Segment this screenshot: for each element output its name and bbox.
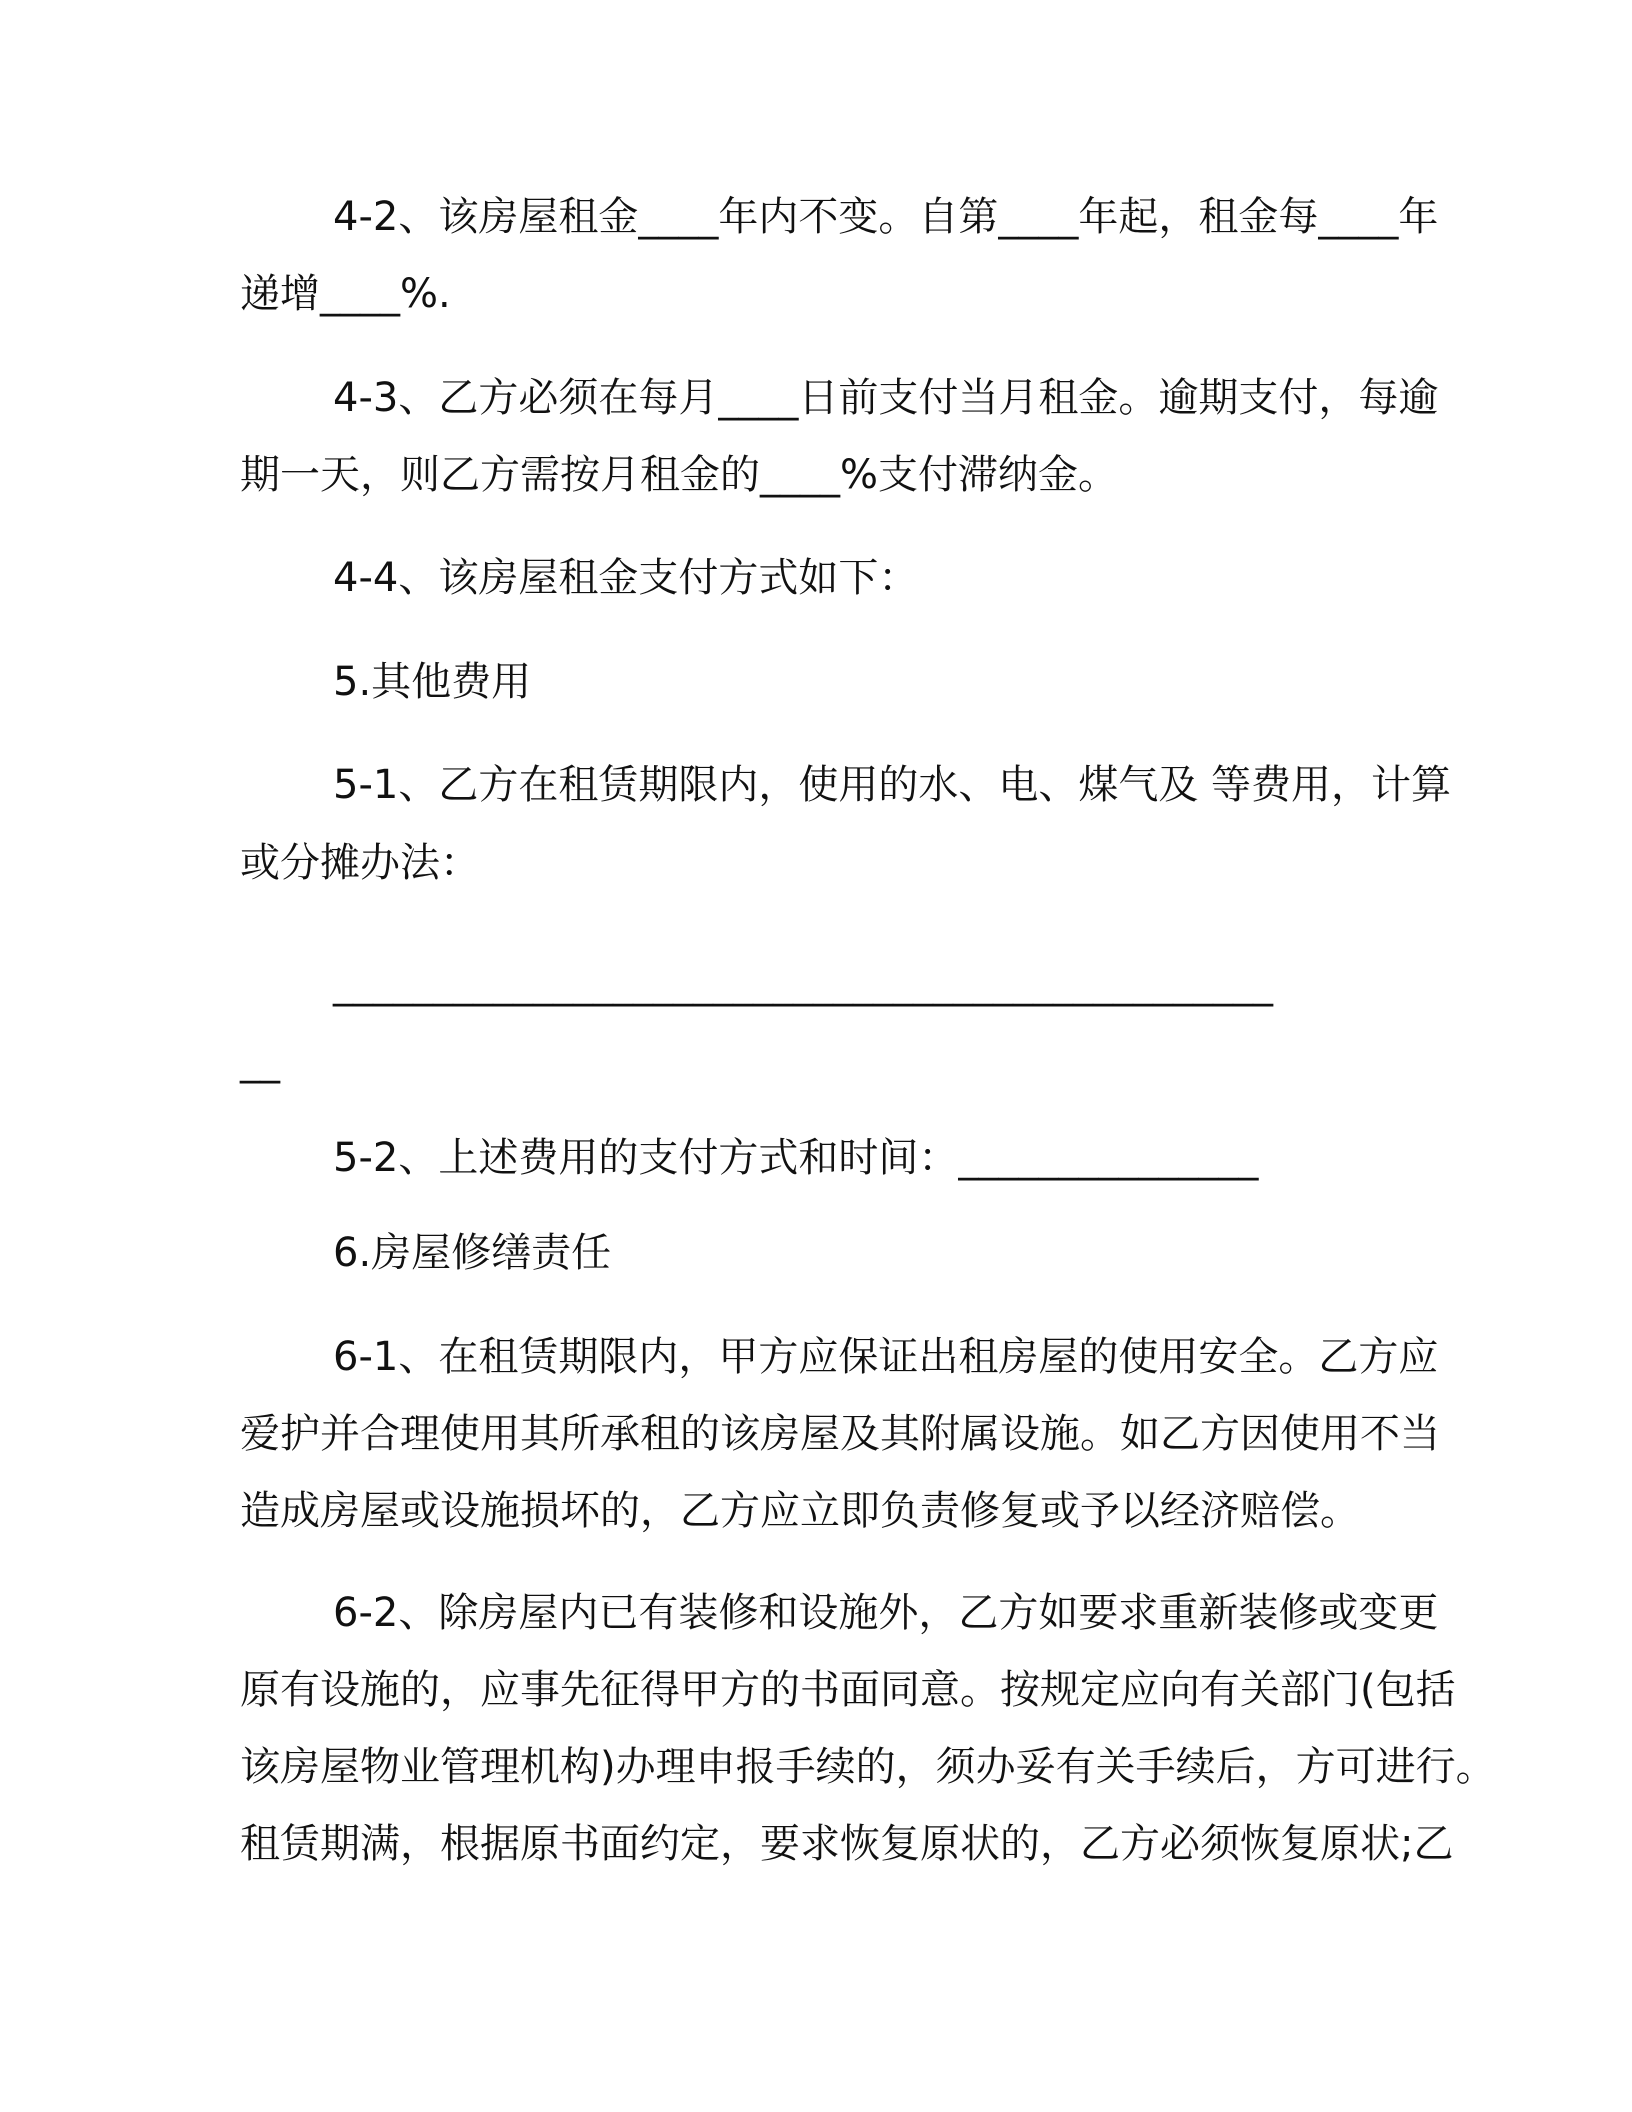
clause-5-1-line-1: 5-1、乙方在租赁期限内，使用的水、电、煤气及 等费用，计算 (333, 762, 1452, 808)
clause-4-2-line-1: 4-2、该房屋租金____年内不变。自第____年起，租金每____年 (333, 194, 1439, 240)
clause-6-1-line-3: 造成房屋或设施损坏的，乙方应立即负责修复或予以经济赔偿。 (240, 1488, 1360, 1534)
clause-6-1-line-1: 6-1、在租赁期限内，甲方应保证出租房屋的使用安全。乙方应 (333, 1334, 1439, 1380)
clause-4-4: 4-4、该房屋租金支付方式如下： (333, 555, 919, 601)
clause-6-2-line-2: 原有设施的，应事先征得甲方的书面同意。按规定应向有关部门(包括 (240, 1667, 1456, 1713)
clause-6-1-line-2: 爱护并合理使用其所承租的该房屋及其附属设施。如乙方因使用不当 (240, 1411, 1440, 1457)
section-5-heading: 5.其他费用 (333, 659, 532, 705)
clause-5-1-line-2: 或分摊办法： (240, 840, 480, 886)
section-6-heading: 6.房屋修缮责任 (333, 1230, 612, 1276)
clause-4-3-line-1: 4-3、乙方必须在每月____日前支付当月租金。逾期支付，每逾 (333, 375, 1439, 421)
clause-5-2: 5-2、上述费用的支付方式和时间：_______________ (333, 1135, 1259, 1181)
clause-4-3-line-2: 期一天，则乙方需按月租金的____%支付滞纳金。 (240, 452, 1119, 498)
blank-line-short: __ (240, 1038, 280, 1084)
clause-6-2-line-1: 6-2、除房屋内已有装修和设施外，乙方如要求重新装修或变更 (333, 1590, 1439, 1636)
clause-6-2-line-4: 租赁期满，根据原书面约定，要求恢复原状的，乙方必须恢复原状;乙 (240, 1821, 1454, 1867)
clause-4-2-line-2: 递增____%. (240, 271, 451, 317)
clause-6-2-line-3: 该房屋物业管理机构)办理申报手续的，须办妥有关手续后，方可进行。 (240, 1744, 1496, 1790)
blank-line-long: _______________________________________________ (333, 961, 1273, 1007)
